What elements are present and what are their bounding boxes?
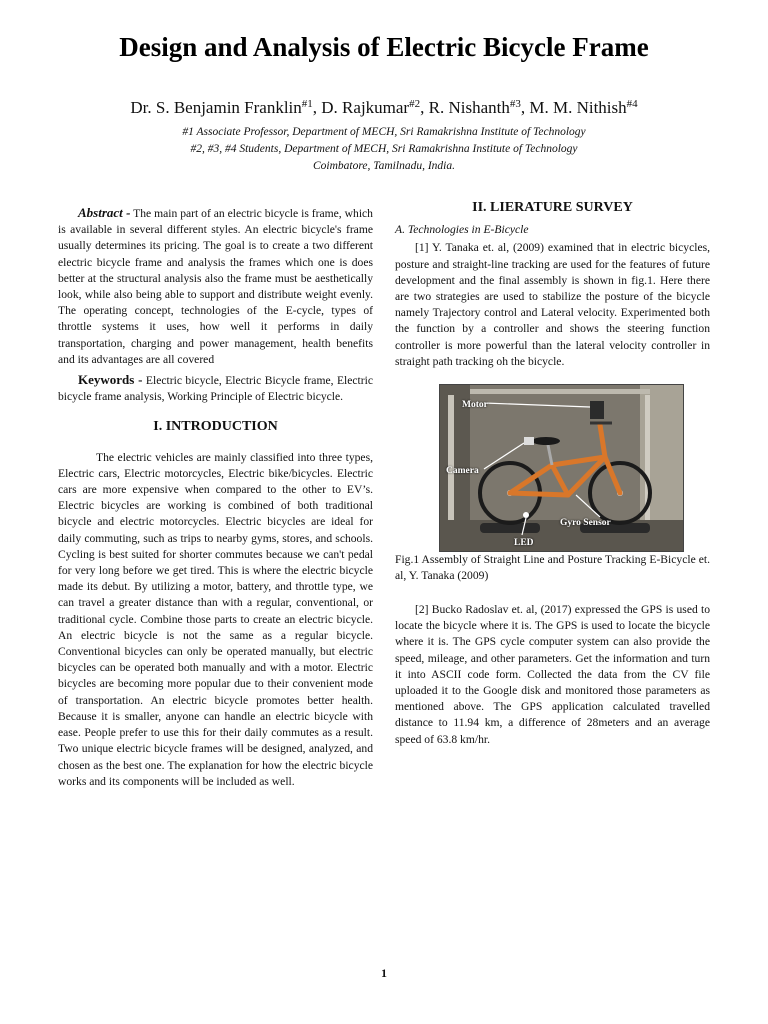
figure-bicycle-photo bbox=[439, 384, 684, 552]
affiliation: Coimbatore, Tamilnadu, India. bbox=[313, 160, 455, 172]
figure-label-camera: Camera bbox=[446, 466, 479, 477]
survey-heading: II. LIERATURE SURVEY bbox=[472, 200, 633, 215]
figure-label-led: LED bbox=[514, 538, 534, 549]
paper-title: Design and Analysis of Electric Bicycle Frame bbox=[119, 32, 649, 62]
figure-label-gyro-sensor: Gyro Sensor bbox=[560, 518, 611, 529]
page-number: 1 bbox=[381, 966, 387, 980]
survey-paragraph-1: [1] Y. Tanaka et. al, (2009) examined that in electric bicycles, posture and straight-line tracking are used for the features of future development and the final assembly is shown in fig.1. Here there are two strategies are used to stabilize the posture of the bicycle namely Trajectory control and Lateral velocity. Experimented both the function by a controller and shows the steering function controller is more powerful than the lateral velocity controller in straight path tracking oh the bicycle. bbox=[395, 241, 710, 368]
keywords-paragraph bbox=[58, 372, 373, 405]
author-line: Dr. S. Benjamin Franklin$^{\#1}$, D. Rajkumar$^{\#2}$, R. Nishanth$^{\#3}$, M. M. Nithish$^{\#4}$ bbox=[130, 98, 638, 117]
author-name: Dr. S. Benjamin Franklin bbox=[130, 98, 302, 117]
introduction-heading: I. INTRODUCTION bbox=[153, 419, 278, 435]
keywords-text: Electric bicycle, Electric Bicycle frame, Electric bicycle frame analysis, Working Principle of Electric bicycle. bbox=[58, 374, 373, 404]
introduction-text: The electric vehicles are mainly classified into three types, Electric cars, Electric motorcycles, Electric bike/bicycles. Electric cars are more expensive when compared to the other to EV’s. Electric bicycles are working is combined of both traditional bicycle and electric motorcycles. Electric bicycles are ideal for daily commuting, such as trips to nearby gyms, stores, and schools. Cycling is best suited for shorter commutes because we can't pedal for very long before we get tired. This is where the electric bicycle made its debut. By utilizing a motor, battery, and throttle type, we can travel a greater distance than with a regular, conventional, or traditional cycle. Combine those parts to create an electric bicycle. An electric bicycle is not the same as a regular bicycle. Conventional bicycles can only be operated manually, but electric bicycles can be operated both manually and with a motor. Electric bicycles are becoming more popular due to their convenient mode of transportation. An electric bicycle promotes better health. Because it is smaller, anyone can handle an electric bicycle with ease. People prefer to use this for their daily commutes as a result. Two unique electric bicycle frames will be designed, analyzed, and chosen as the best one. The explanation for how the electric bicycle works and its components will be included as well. bbox=[58, 450, 373, 788]
abstract-heading: Abstract - bbox=[78, 205, 131, 220]
abstract-paragraph bbox=[58, 205, 373, 368]
left-column bbox=[58, 205, 373, 790]
figure-label-motor: Motor bbox=[462, 400, 488, 411]
author-name: R. Nishanth bbox=[428, 98, 510, 117]
author-name: M. M. Nithish bbox=[529, 98, 627, 117]
keywords-heading: Keywords - bbox=[78, 372, 143, 388]
survey-paragraph-2: [2] Bucko Radoslav et. al, (2017) expressed the GPS is used to locate the bicycle where it is. The GPS is used to locate the bicycle where it is. The GPS cycle computer system can also provide the speed, mileage, and other parameters. Get the information and turn it into ASCII code form. Collected the data from the CV file uploaded it to the Google disk and monitored those parameters as mentioned above. The GPS application calculated travelled distance to 11.94 km, a difference of 28meters and an average speed of 63.8 km/hr. bbox=[395, 603, 710, 746]
right-column bbox=[395, 200, 710, 748]
affiliation: #2, #3, #4 Students, Department of MECH, Sri Ramakrishna Institute of Technology bbox=[190, 143, 578, 155]
figure-caption: Fig.1 Assembly of Straight Line and Posture Tracking E-Bicycle et. al, Y. Tanaka (2009) bbox=[395, 553, 710, 583]
author-mark: #1 bbox=[301, 98, 313, 110]
author-name: D. Rajkumar bbox=[321, 98, 410, 117]
affiliation: #1 Associate Professor, Department of MECH, Sri Ramakrishna Institute of Technology bbox=[182, 126, 586, 138]
author-mark: #4 bbox=[626, 98, 638, 110]
abstract-text: The main part of an electric bicycle is frame, which is available in several different styles. An electric bicycle's frame usually determines its pricing. The goal is to create a two different electric bicycle frame and analysis the frames which one is does better at the structural analysis also the frame must be aesthetically look, while also being able to support and distribute weight evenly. The operating concept, technologies of the E-cycle, types of throttle systems it uses, how well it performs in daily transportation, charging and power management, health benefits and its advantages are all covered bbox=[58, 207, 373, 366]
author-mark: #3 bbox=[509, 98, 521, 110]
survey-subheading: A. Technologies in E-Bicycle bbox=[395, 223, 529, 237]
author-mark: #2 bbox=[409, 98, 421, 110]
